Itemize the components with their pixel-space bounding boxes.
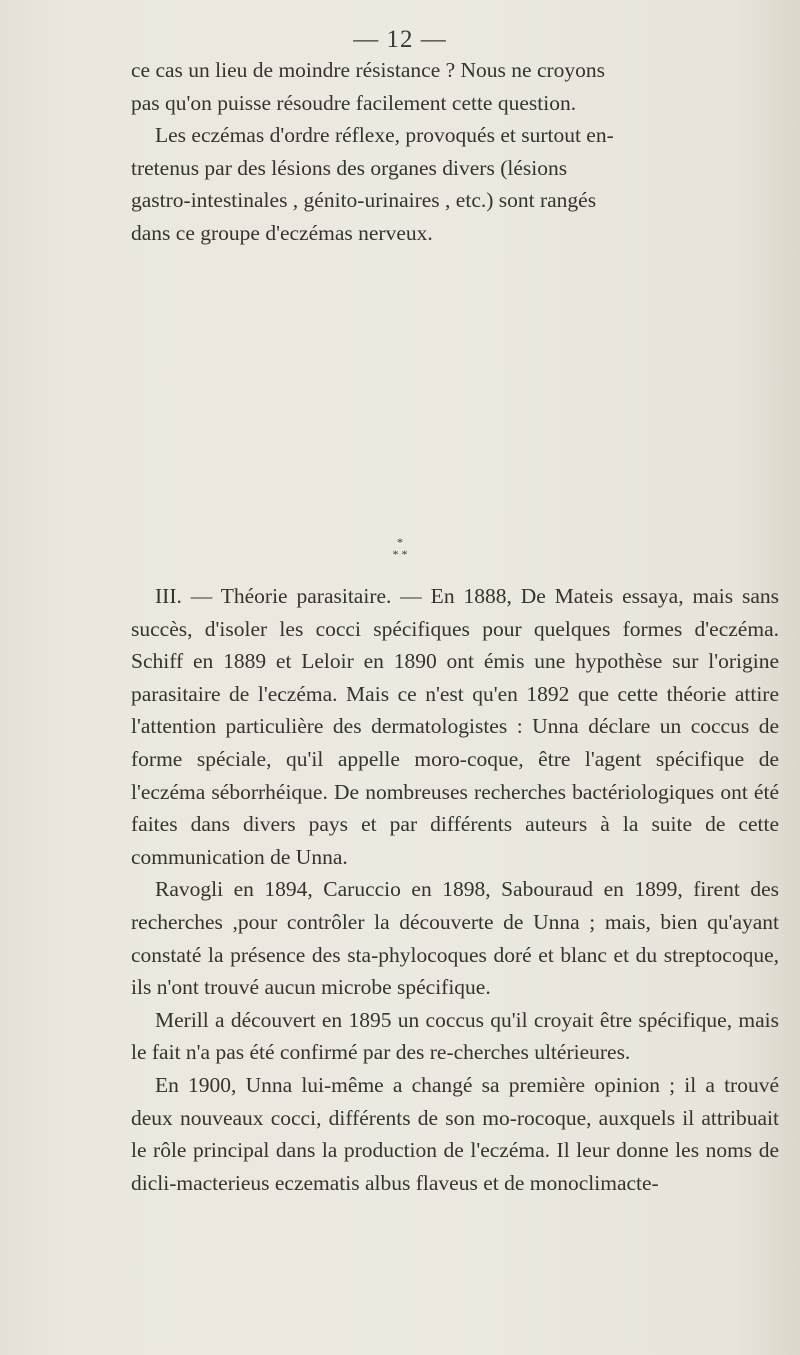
asterism-top: * bbox=[397, 535, 403, 549]
paragraph-unna-1900: En 1900, Unna lui-même a changé sa première opinion ; il a trouvé deux nouveaux cocci, différents de son mo-rocoque, auxquels il attribuait le rôle principal dans la production de l'eczéma. Il leur donne les noms de dicli-macterieus eczematis albus flaveus et de monoclimacte- bbox=[131, 1072, 779, 1195]
text-line: Les eczémas d'ordre réflexe, provoqués et surtout en- bbox=[155, 123, 614, 148]
page-number: — 12 — bbox=[353, 26, 447, 53]
section-separator-asterism bbox=[0, 536, 800, 560]
text-line: tretenus par des lésions des organes divers (lésions bbox=[131, 155, 568, 180]
section-nervous-eczema-end bbox=[131, 54, 779, 250]
paragraph-merill: Merill a découvert en 1895 un coccus qu'il croyait être spécifique, mais le fait n'a pas été confirmé par des re-cherches ultérieures. bbox=[131, 1007, 779, 1065]
text-line: dans ce groupe d'eczémas nerveux. bbox=[131, 220, 433, 245]
paragraph-theory-intro: III. — Théorie parasitaire. — En 1888, De Mateis essaya, mais sans succès, d'isoler les cocci spécifiques pour quelques formes d'eczéma. Schiff en 1889 et Leloir en 1890 ont émis une hypothèse sur l'origine parasitaire de l'eczéma. Mais ce n'est qu'en 1892 que cette théorie attire l'attention particulière des dermatologistes : Unna déclare un coccus de forme spéciale, qu'il appelle moro-coque, être l'agent spécifique de l'eczéma séborrhéique. De nombreuses recherches bactériologiques ont été faites dans divers pays et par différents auteurs à la suite de cette communication de Unna. bbox=[131, 584, 779, 869]
text-line: gastro-intestinales , génito-urinaires , etc.) sont rangés bbox=[131, 188, 597, 213]
text-line: ce cas un lieu de moindre résistance ? Nous ne croyons bbox=[131, 58, 606, 82]
asterism-bottom: * * bbox=[392, 547, 408, 561]
paragraph-ravogli: Ravogli en 1894, Caruccio en 1898, Sabouraud en 1899, firent des recherches ,pour contrôler la découverte de Unna ; mais, bien qu'ayant constaté la présence des sta-phylocoques doré et blanc et du streptocoque, ils n'ont trouvé aucun microbe spécifique. bbox=[131, 877, 779, 1000]
section-parasitic-theory bbox=[131, 580, 779, 1199]
text-line: pas qu'on puisse résoudre facilement cette question. bbox=[131, 90, 577, 115]
